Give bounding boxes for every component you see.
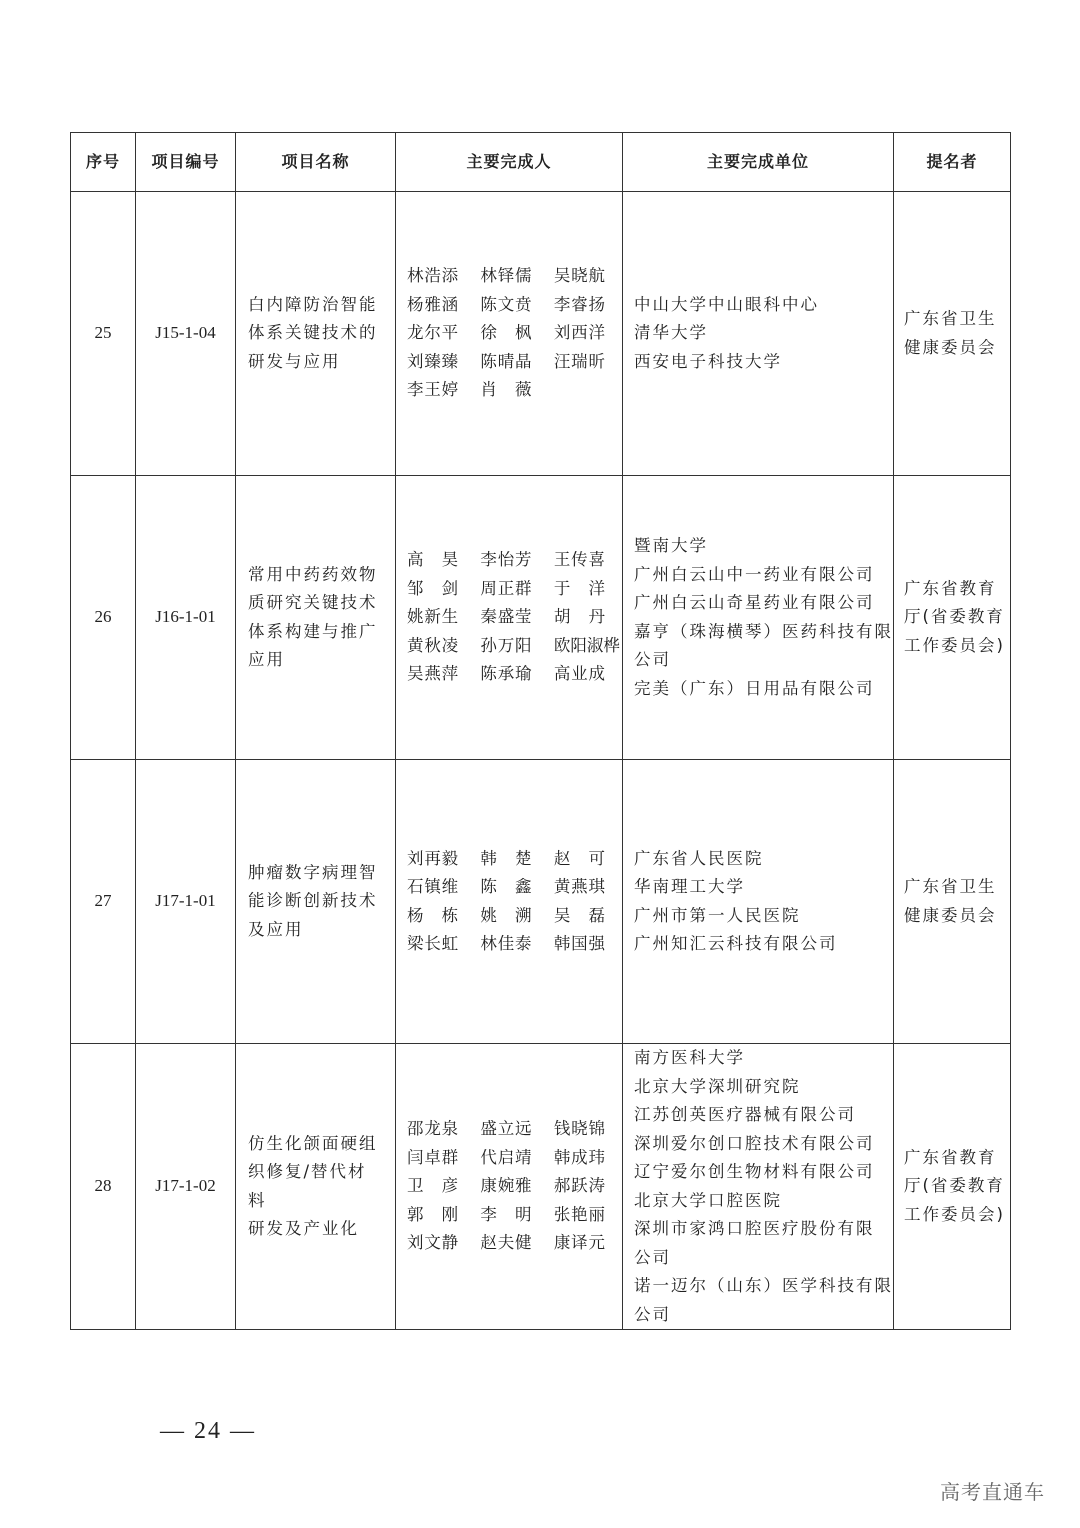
unit-line: 完美（广东）日用品有限公司 (634, 678, 875, 698)
people-row (407, 348, 622, 377)
units-cell (623, 760, 894, 1044)
header-nominator: 提名者 (894, 133, 1011, 192)
unit-line: 暨南大学 (634, 536, 708, 555)
header-units: 主要完成单位 (623, 133, 894, 192)
code-cell: J16-1-01 (136, 476, 236, 760)
project-name-line: 及应用 (248, 919, 304, 939)
project-name-line: 体系构建与推广 (248, 621, 378, 641)
person-name: 韩成玮 (553, 1147, 605, 1167)
nominator-line: 健康委员会 (904, 337, 997, 357)
person-name: 吴燕萍 (407, 664, 459, 684)
people-row (407, 1201, 622, 1230)
unit-line: 广州知汇云科技有限公司 (634, 934, 838, 953)
unit-line: 深圳市家鸿口腔医疗股份有限 (634, 1219, 875, 1238)
header-code: 项目编号 (136, 133, 236, 192)
project-name-line: 织修复/替代材料 (248, 1162, 367, 1210)
person-name: 林铎儒 (480, 266, 532, 286)
person-name: 欧阳淑桦 (553, 635, 620, 655)
units-cell (623, 1044, 894, 1330)
unit-line: 辽宁爱尔创生物材料有限公司 (634, 1162, 875, 1181)
person-name: 林佳泰 (480, 934, 532, 953)
people-row (407, 546, 622, 575)
header-project-name: 项目名称 (236, 133, 396, 192)
code-cell: J17-1-02 (136, 1044, 236, 1330)
person-name: 姚新生 (407, 607, 459, 627)
unit-line: 公司 (634, 1304, 671, 1324)
nominator-line: 广东省教育 (904, 1147, 997, 1167)
unit-line: 嘉亨（珠海横琴）医药科技有限 (634, 621, 893, 641)
serial-cell: 27 (71, 760, 136, 1044)
nominator-line: 厅(省委教育 (904, 1176, 1005, 1196)
people-row (407, 873, 622, 902)
people-cell (396, 760, 623, 1044)
person-name: 卫彦 (407, 1176, 459, 1196)
serial-cell: 25 (71, 192, 136, 476)
person-name: 陈晴晶 (480, 351, 532, 371)
people-row (407, 603, 622, 632)
unit-line: 清华大学 (634, 323, 708, 343)
person-name: 石镇维 (407, 877, 459, 896)
person-name: 李王婷 (407, 380, 459, 400)
project-name-line: 体系关键技术的 (248, 323, 378, 343)
project-name-cell (236, 760, 396, 1044)
nominator-cell (894, 1044, 1011, 1330)
person-name: 李怡芳 (480, 550, 532, 570)
person-name: 郭刚 (407, 1204, 459, 1224)
nominator-cell (894, 192, 1011, 476)
person-name: 于洋 (553, 578, 605, 598)
person-name: 邵龙泉 (407, 1119, 459, 1139)
header-people: 主要完成人 (396, 133, 623, 192)
people-cell (396, 192, 623, 476)
unit-line: 西安电子科技大学 (634, 351, 782, 371)
nominator-cell (894, 476, 1011, 760)
person-name: 王传喜 (553, 550, 605, 570)
person-name: 赵可 (553, 848, 605, 868)
people-row (407, 660, 622, 689)
unit-line: 公司 (634, 1247, 671, 1267)
person-name: 梁长虹 (407, 934, 459, 953)
people-row (407, 1229, 622, 1258)
people-row (407, 1144, 622, 1173)
serial-cell: 28 (71, 1044, 136, 1330)
project-name-cell (236, 476, 396, 760)
awards-table (70, 132, 1011, 1330)
units-cell (623, 476, 894, 760)
table-row (71, 192, 1011, 476)
person-name: 李睿扬 (553, 294, 605, 314)
person-name: 林浩添 (407, 266, 459, 286)
person-name: 刘再毅 (407, 848, 459, 868)
table-row (71, 760, 1011, 1044)
unit-line: 公司 (634, 650, 671, 669)
person-name: 韩国强 (553, 934, 605, 953)
nominator-line: 广东省卫生 (904, 309, 997, 328)
person-name: 盛立远 (480, 1119, 532, 1139)
people-row (407, 291, 622, 320)
project-name-line: 肿瘤数字病理智 (248, 862, 378, 882)
table-row (71, 476, 1011, 760)
people-row (407, 845, 622, 874)
people-row (407, 632, 622, 661)
person-name: 张艳丽 (553, 1204, 605, 1224)
person-name: 高业成 (553, 664, 605, 684)
people-row (407, 1172, 622, 1201)
unit-line: 广州白云山中一药业有限公司 (634, 564, 875, 584)
people-row (407, 262, 622, 291)
nominator-cell (894, 760, 1011, 1044)
project-name-line: 能诊断创新技术 (248, 891, 378, 911)
person-name: 陈文贲 (480, 294, 532, 314)
unit-line: 北京大学口腔医院 (634, 1190, 782, 1210)
unit-line: 广东省人民医院 (634, 848, 764, 868)
project-name-line: 质研究关键技术 (248, 593, 378, 612)
person-name: 代启靖 (480, 1147, 532, 1167)
page-number: — 24 — (160, 1418, 256, 1444)
project-name-cell (236, 1044, 396, 1330)
header-serial: 序号 (71, 133, 136, 192)
nominator-line: 工作委员会) (904, 1204, 1005, 1224)
person-name: 杨栋 (407, 905, 459, 925)
code-cell: J17-1-01 (136, 760, 236, 1044)
person-name: 郝跃涛 (553, 1176, 605, 1196)
people-row (407, 1115, 622, 1144)
nominator-line: 厅(省委教育 (904, 607, 1005, 627)
person-name: 陈承瑜 (480, 664, 532, 684)
person-name: 秦盛莹 (480, 607, 532, 627)
project-name-line: 研发及产业化 (248, 1219, 359, 1238)
person-name: 吴磊 (553, 905, 605, 925)
unit-line: 中山大学中山眼科中心 (634, 294, 819, 314)
person-name: 赵夫健 (480, 1233, 532, 1253)
code-cell: J15-1-04 (136, 192, 236, 476)
people-row (407, 575, 622, 604)
unit-line: 江苏创英医疗器械有限公司 (634, 1105, 856, 1124)
nominator-line: 健康委员会 (904, 905, 997, 925)
person-name: 闫卓群 (407, 1147, 459, 1167)
project-name-line: 仿生化颌面硬组 (248, 1133, 378, 1153)
person-name: 胡丹 (553, 607, 605, 627)
person-name: 吴晓航 (553, 266, 605, 286)
unit-line: 广州白云山奇星药业有限公司 (634, 593, 875, 612)
person-name: 龙尔平 (407, 323, 459, 343)
person-name: 康婉雅 (480, 1176, 532, 1196)
person-name: 刘文静 (407, 1233, 459, 1253)
nominator-line: 广东省教育 (904, 578, 997, 598)
people-cell (396, 1044, 623, 1330)
table-header-row (71, 133, 1011, 192)
project-name-line: 常用中药药效物 (248, 564, 378, 584)
watermark: 高考直通车 (940, 1480, 1045, 1504)
person-name: 刘西洋 (553, 323, 605, 343)
person-name: 周正群 (480, 578, 532, 598)
person-name: 姚溯 (480, 905, 532, 925)
unit-line: 深圳爱尔创口腔技术有限公司 (634, 1133, 875, 1153)
unit-line: 北京大学深圳研究院 (634, 1076, 801, 1096)
person-name: 邹剑 (407, 578, 459, 598)
person-name: 汪瑞昕 (553, 351, 605, 371)
nominator-line: 工作委员会) (904, 635, 1005, 655)
person-name: 杨雅涵 (407, 294, 459, 314)
unit-line: 广州市第一人民医院 (634, 905, 801, 925)
person-name: 韩楚 (480, 848, 532, 868)
project-name-cell (236, 192, 396, 476)
people-row (407, 902, 622, 931)
units-cell (623, 192, 894, 476)
person-name: 孙万阳 (480, 635, 532, 655)
person-name: 徐枫 (480, 323, 532, 343)
unit-line: 华南理工大学 (634, 877, 745, 896)
person-name: 肖薇 (480, 380, 532, 400)
people-row (407, 376, 622, 405)
person-name: 黄燕琪 (553, 877, 605, 896)
person-name: 李明 (480, 1204, 532, 1224)
project-name-line: 白内障防治智能 (248, 294, 378, 314)
table-row (71, 1044, 1011, 1330)
person-name: 钱晓锦 (553, 1119, 605, 1139)
person-name: 陈鑫 (480, 877, 532, 896)
serial-cell: 26 (71, 476, 136, 760)
unit-line: 南方医科大学 (634, 1048, 745, 1067)
person-name: 高昊 (407, 550, 459, 570)
project-name-line: 应用 (248, 650, 285, 669)
person-name: 刘臻臻 (407, 351, 459, 371)
people-cell (396, 476, 623, 760)
person-name: 康译元 (553, 1233, 605, 1253)
person-name: 黄秋凌 (407, 635, 459, 655)
unit-line: 诺一迈尔（山东）医学科技有限 (634, 1276, 893, 1295)
nominator-line: 广东省卫生 (904, 877, 997, 896)
people-row (407, 930, 622, 959)
people-row (407, 319, 622, 348)
project-name-line: 研发与应用 (248, 351, 341, 371)
